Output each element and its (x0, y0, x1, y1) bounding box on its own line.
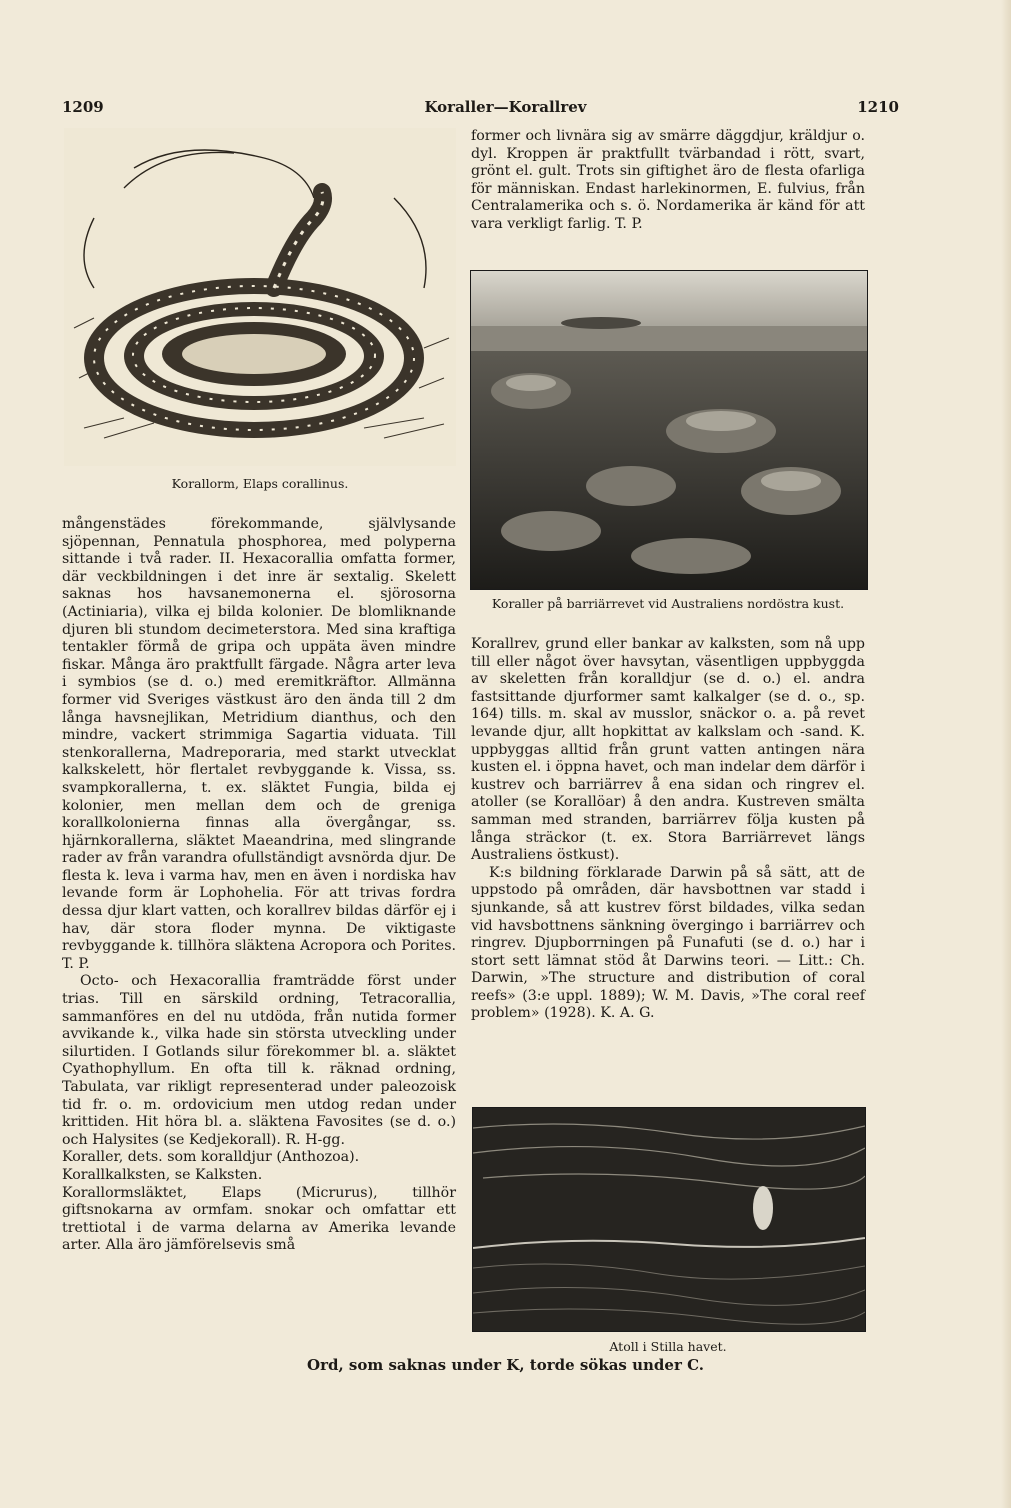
left-column-text (62, 516, 456, 1255)
paragraph: mångenstädes förekommande, självlysande sjöpennan, Pennatula phosphorea, med polyperna sittande i två rader. II. Hexacorallia omfatta former, där veckbildningen i det inre är sextalig. Skelett saknas hos havsanemonerna el. sjörosorna (Actiniaria), vilka ej bilda kolonier. De blomliknande djuren bli stundom decimeterstora. Med sina kraftiga tentakler förmå de gripa och uppäta även mindre fiskar. Många äro praktfullt färgade. Några arter leva i symbios (se d. o.) med eremitkräftor. Allmänna former vid Sveriges västkust äro den ända till 2 dm långa havsnejlikan, Metridium dianthus, och den mindre, vackert strimmiga Sagartia viduata. Till stenkorallerna, Madreporaria, med starkt utvecklat kalkskelett, hör flertalet revbyggande k. Vissa, ss. svampkorallerna, t. ex. släktet Fungia, bilda ej kolonier, men mellan dem och de greniga korallkolonierna finnas alla övergångar, ss. hjärnkorallerna, släktet Maeandrina, med slingrande rader av från varandra ofullständigt avsnörda djur. De flesta k. leva i varma hav, men en även i nordiska hav levande form är Lophohelia. För att trivas fordra dessa djur klart vatten, och korallrev bildas därför ej i hav, där stora floder mynna. De viktigaste revbyggande k. tillhöra släktena Acropora och Porites. T. P. (62, 516, 456, 972)
paragraph: former och livnära sig av smärre däggdjur, kräldjur o. dyl. Kroppen är praktfullt tvärbandad i rött, svart, grönt el. gult. Trots sin giftighet äro de flesta ofarliga för människan. Endast harlekinormen, E. fulvius, från Centralamerika och s. ö. Nordamerika är känd för att vara verkligt farlig. T. P. (471, 128, 865, 232)
coral-reef-photo (470, 270, 868, 590)
page-number-left: 1209 (62, 98, 104, 116)
snake-caption: Korallorm, Elaps corallinus. (171, 476, 349, 491)
coral-snake-illustration (64, 128, 456, 466)
atoll-illustration (472, 1107, 866, 1332)
paragraph: Korallrev, grund eller bankar av kalksten, som nå upp till eller något över havsytan, väsentligen uppbyggda av skeletten från koralldjur (se d. o.) el. andra fastsittande djurformer samt kalkalger (se d. o., sp. 164) tills. m. skal av musslor, snäckor o. a. på revet levande djur, allt hopkittat av kalkslam och -sand. K. uppbyggas alltid från grunt vatten antingen nära kusten el. i öppna havet, och man indelar dem därför i kustrev och barriärrev å ena sidan och ringrev el. atoller (se Korallöar) å den andra. Kustreven smälta samman med stranden, barriärrev följa kusten på långa sträckor (t. ex. Stora Barriärrevet längs Australiens östkust). (471, 636, 865, 864)
right-column-top-text (471, 128, 865, 234)
entry: Korallkalksten, se Kalksten. (62, 1166, 263, 1183)
entry: Korallormsläktet, Elaps (Micrurus), tillhör giftsnokarna av ormfam. snokar och omfattar ett trettiotal i de varma delarna av Amerika levande arter. Alla äro jämförelsevis små (62, 1184, 456, 1254)
paragraph: Octo- och Hexacorallia framträdde först under trias. Till en särskild ordning, Tetracorallia, sammanföres en del nu utdöda, från nutida former avvikande k., vilka hade sin största utveckling under silurtiden. I Gotlands silur förekommer bl. a. släktet Cyathophyllum. En ofta till k. räknad ordning, Tabulata, var rikligt representerad under paleozoisk tid fr. o. m. ordovicium men utdog redan under krittiden. Hit höra bl. a. släktena Favosites (se d. o.) och Halysites (se Kedjekorall). R. H-gg. (62, 973, 456, 1148)
atoll-caption: Atoll i Stilla havet. (609, 1339, 727, 1354)
footer-note: Ord, som saknas under K, torde sökas under C. (307, 1356, 704, 1374)
page-title: Koraller—Korallrev (424, 98, 587, 116)
paragraph: K:s bildning förklarade Darwin på så sätt, att de uppstodo på områden, där havsbottnen var stadd i sjunkande, så att kustrev först bildades, vilka sedan vid havsbottnens sänkning övergingo i barriärrev och ringrev. Djupborrningen på Funafuti (se d. o.) har i stort sett lämnat stöd åt Darwins teori. — Litt.: Ch. Darwin, »The structure and distribution of coral reefs» (3:e uppl. 1889); W. M. Davis, »The coral reef problem» (1928). K. A. G. (471, 864, 865, 1022)
page-number-right: 1210 (857, 98, 899, 116)
entry: Koraller, dets. som koralldjur (Anthozoa). (62, 1149, 360, 1166)
right-column-mid-text (471, 636, 865, 1023)
reef-caption: Koraller på barriärrevet vid Australiens nordöstra kust. (491, 596, 845, 611)
scan-edge (1001, 0, 1011, 1508)
